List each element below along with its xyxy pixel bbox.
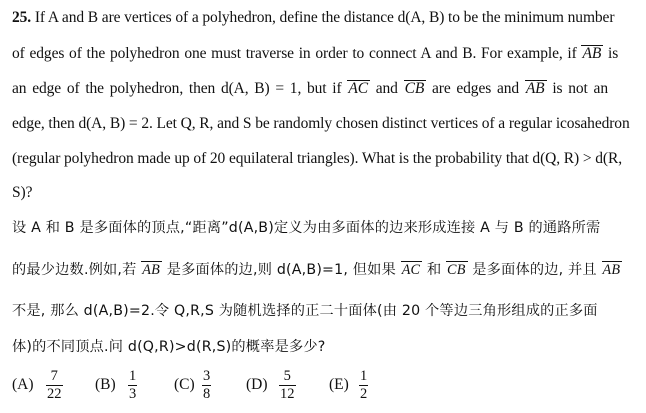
fraction-numerator: 5 bbox=[283, 368, 291, 384]
problem-en-line-1 bbox=[12, 8, 614, 28]
problem-en-line-5 bbox=[12, 149, 622, 169]
problem-en-text: of edges of the polyhedron one must traverse in order to connect A and B. For example, if bbox=[12, 45, 577, 62]
answer-label: (E) bbox=[329, 376, 349, 393]
problem-en-line-4 bbox=[12, 114, 630, 134]
problem-cn-text: 设 A 和 B 是多面体的顶点,“距离”d(A,B)定义为由多面体的边来形成连接 A 与 B 的通路所需 bbox=[12, 220, 601, 236]
answer-label: (C) bbox=[174, 376, 195, 393]
problem-cn-text: 是多面体的边, 并且 bbox=[472, 262, 597, 278]
problem-cn-text: 体)的不同顶点.问 d(Q,R)>d(R,S)的概率是多少? bbox=[12, 339, 326, 355]
fraction-denominator: 12 bbox=[280, 386, 295, 402]
fraction-numerator: 3 bbox=[203, 368, 211, 384]
problem-en-line-6 bbox=[12, 183, 32, 203]
problem-en-text: and bbox=[375, 80, 398, 97]
problem-cn-line-3 bbox=[12, 301, 598, 321]
segment-cb: CB bbox=[447, 262, 466, 278]
problem-cn-line-4 bbox=[12, 337, 325, 357]
segment-ab: AB bbox=[582, 45, 602, 62]
problem-en-text: If A and B are vertices of a polyhedron, define the distance d(A, B) to be the minimum number bbox=[34, 9, 615, 26]
problem-en-text: S)? bbox=[12, 184, 33, 201]
problem-number: 25. bbox=[12, 9, 32, 26]
problem-en-text: edge, then d(A, B) = 2. Let Q, R, and S be randomly chosen distinct vertices of a regular icosahedron bbox=[12, 115, 630, 132]
segment-ac: AC bbox=[348, 80, 368, 97]
fraction-numerator: 1 bbox=[129, 368, 137, 384]
segment-cb: CB bbox=[404, 80, 425, 97]
problem-en-line-3 bbox=[12, 79, 608, 99]
answer-fraction bbox=[202, 368, 211, 403]
fraction-denominator: 2 bbox=[360, 386, 368, 402]
answer-fraction bbox=[359, 368, 368, 403]
problem-en-text: is bbox=[607, 45, 619, 62]
fraction-numerator: 7 bbox=[50, 368, 58, 384]
segment-ab: AB bbox=[525, 80, 545, 97]
problem-cn-text: 不是, 那么 d(A,B)=2.令 Q,R,S 为随机选择的正二十面体(由 20 个等边三角形组成的正多面 bbox=[12, 303, 598, 319]
fraction-denominator: 22 bbox=[47, 386, 62, 402]
fraction-numerator: 1 bbox=[360, 368, 368, 384]
problem-en-text: an edge of the polyhedron, then d(A, B) = 1, but if bbox=[12, 80, 342, 97]
answer-label: (B) bbox=[95, 376, 116, 393]
fraction-denominator: 3 bbox=[129, 386, 137, 402]
answer-fraction bbox=[46, 368, 63, 403]
problem-cn-text: 的最少边数.例如,若 bbox=[12, 262, 137, 278]
answer-label: (A) bbox=[12, 376, 34, 393]
fraction-denominator: 8 bbox=[203, 386, 211, 402]
segment-ac: AC bbox=[401, 262, 421, 278]
answer-fraction bbox=[128, 368, 137, 403]
problem-en-text: are edges and bbox=[431, 80, 520, 97]
problem-en-text: is not an bbox=[552, 80, 608, 97]
problem-cn-line-2 bbox=[12, 260, 622, 280]
segment-ab: AB bbox=[142, 262, 160, 278]
problem-cn-text: 是多面体的边,则 d(A,B)=1, 但如果 bbox=[166, 262, 396, 278]
problem-cn-text: 和 bbox=[426, 262, 442, 278]
answer-label: (D) bbox=[246, 376, 268, 393]
problem-cn-line-1 bbox=[12, 218, 600, 238]
problem-en-text: (regular polyhedron made up of 20 equilateral triangles). What is the probability that d(Q, R) > d(R, bbox=[12, 150, 623, 167]
problem-en-line-2 bbox=[12, 44, 618, 64]
answer-fraction bbox=[279, 368, 296, 403]
segment-ab: AB bbox=[602, 262, 621, 278]
answer-choices bbox=[12, 368, 612, 408]
